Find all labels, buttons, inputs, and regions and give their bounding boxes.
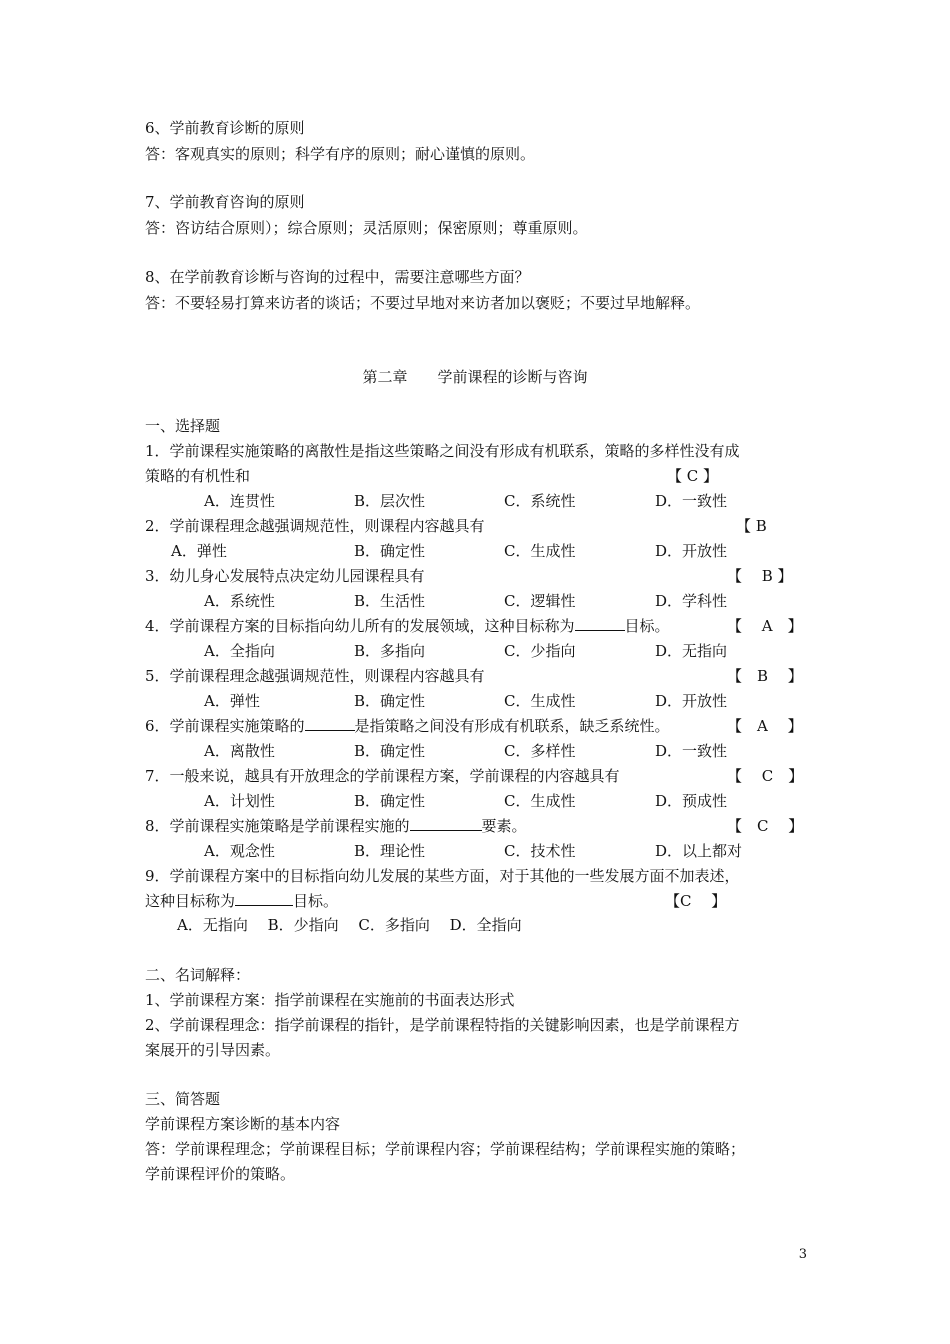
choice-q5-option: D．开放性 (655, 692, 728, 710)
choice-q2-text: 2．学前课程理念越强调规范性，则课程内容越具有 (145, 517, 485, 535)
choice-q3-option: A．系统性 (204, 592, 275, 610)
choice-q4-option: A．全指向 (204, 642, 275, 660)
choice-q4-option: B．多指向 (354, 642, 426, 660)
choice-q7-answer: 【 C 】 (727, 767, 804, 785)
question-7: 7、学前教育咨询的原则 (145, 193, 305, 211)
choice-q3-option: B．生活性 (354, 592, 426, 610)
choice-q9-text-b: 目标。 (293, 892, 339, 910)
question-6: 6、学前教育诊断的原则 (145, 119, 305, 137)
page-number: 3 (798, 1247, 807, 1262)
choice-q6-option: C．多样性 (504, 742, 576, 760)
choice-q5-text: 5．学前课程理念越强调规范性，则课程内容越具有 (145, 667, 485, 685)
choice-q8-text-a: 8．学前课程实施策略是学前课程实施的 (145, 817, 410, 835)
choice-q7-option: A．计划性 (204, 792, 275, 810)
choice-q3-option: C．逻辑性 (504, 592, 576, 610)
choice-q5-option: B．确定性 (354, 692, 426, 710)
term-1: 1、学前课程方案：指学前课程在实施前的书面表达形式 (145, 991, 515, 1009)
choice-q4-answer: 【 A 】 (727, 617, 803, 635)
choice-q9-options: A．无指向 B．少指向 C．多指向 D．全指向 (177, 916, 522, 934)
choice-q1-line1: 1．学前课程实施策略的离散性是指这些策略之间没有形成有机联系，策略的多样性没有成 (145, 442, 740, 460)
choice-q2-answer: 【 B (736, 517, 767, 535)
choice-q9-answer: 【C 】 (665, 892, 727, 910)
choice-q5-option: C．生成性 (504, 692, 576, 710)
choice-q7-option: B．确定性 (354, 792, 426, 810)
choice-q3-text: 3．幼儿身心发展特点决定幼儿园课程具有 (145, 567, 425, 585)
choice-q1-option: C．系统性 (504, 492, 576, 510)
choice-q8-answer: 【 C 】 (727, 817, 804, 835)
choice-q6-text (145, 715, 670, 737)
choice-q4-text-b: 目标。 (624, 617, 670, 635)
choice-q9-line1: 9．学前课程方案中的目标指向幼儿发展的某些方面，对于其他的一些发展方面不加表述， (145, 867, 740, 885)
choice-heading: 一、选择题 (145, 417, 221, 435)
choice-q1-option: B．层次性 (354, 492, 426, 510)
short-answer-line2: 学前课程评价的策略。 (145, 1165, 296, 1183)
choice-q8-option: B．理论性 (354, 842, 426, 860)
choice-q4-text-a: 4．学前课程方案的目标指向幼儿所有的发展领域，这种目标称为 (145, 617, 575, 635)
answer-7: 答：咨访结合原则）；综合原则；灵活原则；保密原则；尊重原则。 (145, 219, 588, 237)
choice-q2-option: D．开放性 (655, 542, 728, 560)
choice-q7-option: D．预成性 (655, 792, 728, 810)
choice-q7-text: 7．一般来说，越具有开放理念的学前课程方案，学前课程的内容越具有 (145, 767, 620, 785)
choice-q6-text-b: 是指策略之间没有形成有机联系，缺乏系统性。 (354, 717, 670, 735)
answer-blank (575, 616, 625, 631)
choice-q2-option: C．生成性 (504, 542, 576, 560)
answer-6: 答：客观真实的原则；科学有序的原则；耐心谨慎的原则。 (145, 145, 536, 163)
choice-q4-option: D．无指向 (655, 642, 728, 660)
choice-q8-text-b: 要素。 (481, 817, 527, 835)
answer-blank (235, 891, 293, 906)
chapter-title: 第二章 学前课程的诊断与咨询 (362, 368, 588, 386)
choice-q5-answer: 【 B 】 (727, 667, 803, 685)
choice-q8-option: A．观念性 (204, 842, 275, 860)
choice-q6-answer: 【 A 】 (727, 717, 803, 735)
question-8: 8、在学前教育诊断与咨询的过程中，需要注意哪些方面？ (145, 268, 530, 286)
choice-q1-option: A．连贯性 (204, 492, 275, 510)
choice-q9-text-a: 这种目标称为 (145, 892, 236, 910)
choice-q1-line2: 策略的有机性和 (145, 467, 251, 485)
choice-q6-text-a: 6．学前课程实施策略的 (145, 717, 305, 735)
choice-q7-option: C．生成性 (504, 792, 576, 810)
short-heading: 三、简答题 (145, 1090, 221, 1108)
choice-q8-text (145, 815, 527, 837)
choice-q9-line2 (145, 890, 338, 912)
choice-q3-answer: 【 B 】 (727, 567, 793, 585)
choice-q6-option: B．确定性 (354, 742, 426, 760)
choice-q6-option: A．离散性 (204, 742, 275, 760)
answer-blank (410, 816, 482, 831)
choice-q3-option: D．学科性 (655, 592, 728, 610)
short-question: 学前课程方案诊断的基本内容 (145, 1115, 341, 1133)
choice-q4-option: C．少指向 (504, 642, 576, 660)
choice-q1-option: D．一致性 (655, 492, 728, 510)
choice-q2-option: A．弹性 (171, 542, 227, 560)
choice-q6-option: D．一致性 (655, 742, 728, 760)
term-2-line2: 案展开的引导因素。 (145, 1041, 281, 1059)
choice-q4-text (145, 615, 670, 637)
answer-8: 答：不要轻易打算来访者的谈话；不要过早地对来访者加以褒贬；不要过早地解释。 (145, 294, 701, 312)
choice-q8-option: D．以上都对 (655, 842, 743, 860)
choice-q8-option: C．技术性 (504, 842, 576, 860)
term-2-line1: 2、学前课程理念：指学前课程的指针，是学前课程特指的关键影响因素，也是学前课程方 (145, 1016, 740, 1034)
choice-q2-option: B．确定性 (354, 542, 426, 560)
short-answer-line1: 答：学前课程理念；学前课程目标；学前课程内容；学前课程结构；学前课程实施的策略； (145, 1140, 746, 1158)
choice-q5-option: A．弹性 (204, 692, 260, 710)
answer-blank (305, 716, 355, 731)
terms-heading: 二、名词解释： (145, 966, 251, 984)
choice-q1-answer: 【 C 】 (667, 467, 719, 485)
